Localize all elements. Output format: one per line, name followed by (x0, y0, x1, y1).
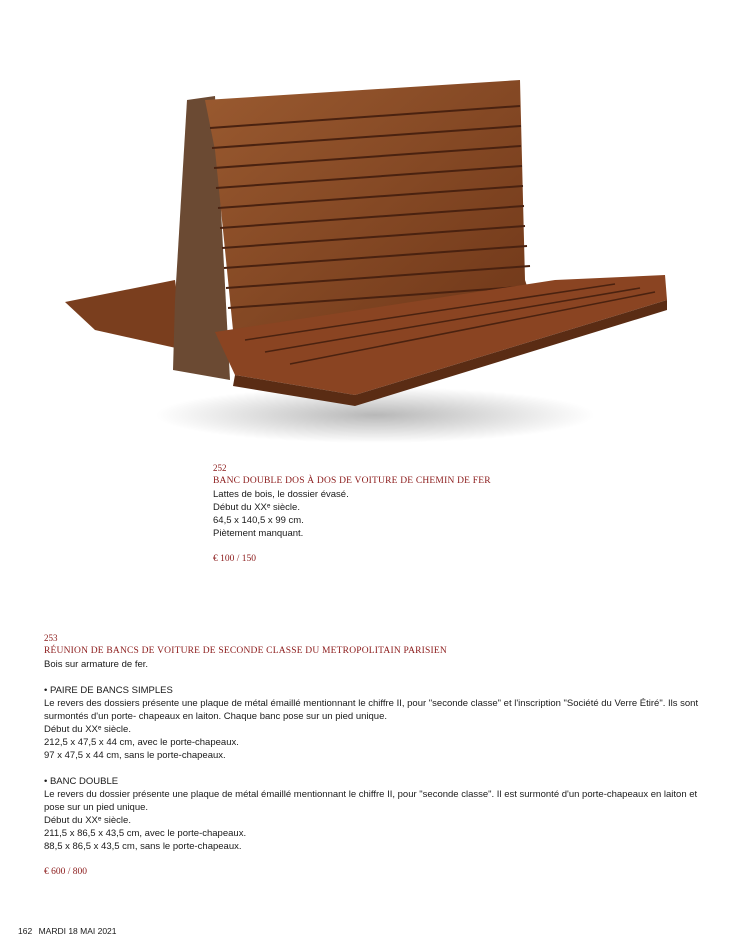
description-line: Début du XXᵉ siècle. (213, 502, 300, 513)
bench-photo (55, 70, 675, 450)
description-line: 97 x 47,5 x 44 cm, sans le porte-chapeaux. (44, 750, 226, 761)
description-line: Bois sur armature de fer. (44, 659, 149, 670)
description-line: Début du XXᵉ siècle. (44, 815, 131, 826)
lot-estimate: € 100 / 150 (213, 554, 257, 564)
description-line: Début du XXᵉ siècle. (44, 724, 131, 735)
lot-252 (213, 462, 633, 566)
lot-253 (44, 632, 699, 879)
section-heading: • PAIRE DE BANCS SIMPLES (44, 685, 173, 696)
lot-title: BANC DOUBLE DOS À DOS DE VOITURE DE CHEMIN DE FER (213, 476, 491, 486)
description-line: Piètement manquant. (213, 528, 304, 539)
section-text: Le revers des dossiers présente une plaque de métal émaillé mentionnant le chiffre II, pour "seconde classe" et l'inscription "Société du Verre Étiré". Ils sont surmontés d'un porte- chapeaux en laiton. Chaque banc pose sur un pied unique. (44, 698, 699, 722)
description-line: 88,5 x 86,5 x 43,5 cm, sans le porte-chapeaux. (44, 841, 242, 852)
section-heading: • BANC DOUBLE (44, 776, 119, 787)
description-line: 64,5 x 140,5 x 99 cm. (213, 515, 304, 526)
page-footer (18, 926, 121, 936)
section-text: Le revers du dossier présente une plaque de métal émaillé mentionnant le chiffre II, pour "seconde classe". Il est surmonté d'un porte-chapeaux en laiton et pose sur un pied unique. (44, 789, 698, 813)
description-line: 211,5 x 86,5 x 43,5 cm, avec le porte-chapeaux. (44, 828, 247, 839)
lot-number: 253 (44, 633, 58, 643)
lot-estimate: € 600 / 800 (44, 867, 88, 877)
description-line: Lattes de bois, le dossier évasé. (213, 489, 349, 500)
page-number: 162 (18, 926, 33, 936)
lot-title: RÉUNION DE BANCS DE VOITURE DE SECONDE CLASSE DU METROPOLITAIN PARISIEN (44, 646, 447, 656)
lot-number: 252 (213, 463, 227, 473)
description-line: 212,5 x 47,5 x 44 cm, avec le porte-chapeaux. (44, 737, 239, 748)
sale-date: MARDI 18 MAI 2021 (38, 926, 117, 936)
